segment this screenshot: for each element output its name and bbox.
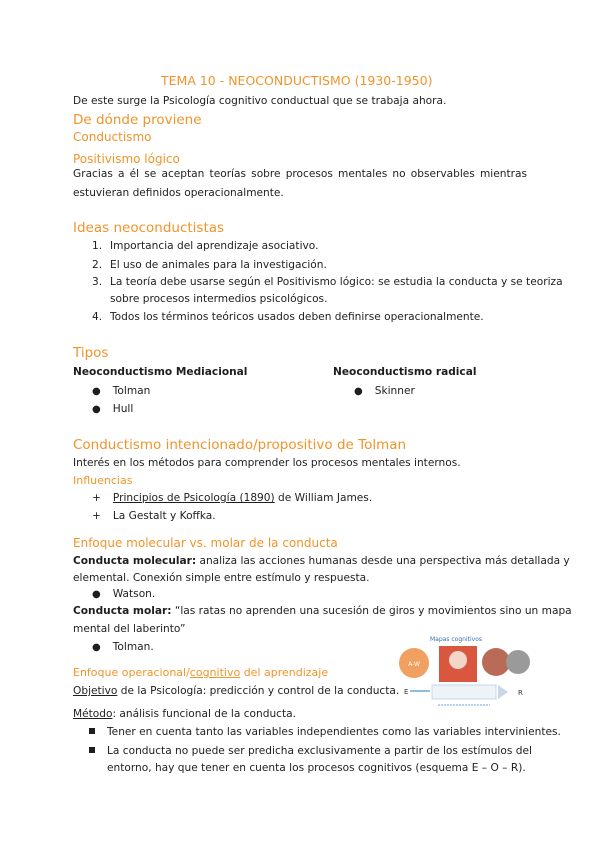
list-number: 2. [92,259,103,271]
book-title: Principios de Psicología (1890) [112,492,275,504]
page-title: TEMA 10 - NEOCONDUCTISMO (1930-1950) [161,73,433,88]
cognitive-maps-figure [390,633,530,713]
arrow-head-icon [498,685,508,699]
list-text: Importancia del aprendizaje asociativo. [110,240,319,252]
list-text: de William James. [274,492,373,504]
tolman-heading: Conductismo intencionado/propositivo de Tolman [73,437,407,453]
list-number: 4. [92,311,103,323]
list-item [89,745,532,757]
list-text: Skinner [374,385,415,397]
list-number: 3. [92,276,103,288]
list-item: ● Watson. [92,588,156,600]
list-text: Hull [112,403,134,415]
enfoque-heading: Enfoque molecular vs. molar de la conducta [73,536,338,550]
metodo-label: Método [73,708,113,720]
ideas-item [92,240,318,252]
molar-line2: mental del laberinto” [73,623,186,635]
operacional-heading [73,666,328,679]
list-text: Todos los términos teóricos usados deben definirse operacionalmente. [110,311,484,323]
mediacional-title: Neoconductismo Mediacional [73,366,248,378]
metodo-text: : análisis funcional de la conducta. [112,708,297,720]
list-text: La Gestalt y Koffka. [112,510,216,522]
list-item: ● Skinner [354,385,415,397]
list-item [89,726,561,738]
tipos-heading: Tipos [73,345,109,361]
influencias-heading: Influencias [73,474,133,487]
list-text: Tolman. [112,641,154,653]
list-item: ● Tolman. [92,641,154,653]
brain-icon [449,651,467,669]
molecular-line2: elemental. Conexión simple entre estímulo y respuesta. [73,572,370,584]
molecular-line [73,555,570,567]
ideas-item [92,276,563,288]
molecular-label: Conducta molecular: [73,555,197,567]
list-text: Tolman [112,385,151,397]
molar-line [73,605,572,617]
list-text: La conducta no puede ser predicha exclusivamente a partir de los estímulos del [107,745,532,757]
tolman-text: Interés en los métodos para comprender los procesos mentales internos. [73,457,461,469]
list-item: + La Gestalt y Koffka. [92,510,216,522]
list-item: ● Tolman [92,385,151,397]
figure-circle-3 [506,650,530,674]
list-text: Tener en cuenta tanto las variables independientes como las variables intervinientes. [107,726,561,738]
list-text-continued: entorno, hay que tener en cuenta los procesos cognitivos (esquema E – O – R). [107,762,526,774]
figure-circle-label: A-W [408,661,420,668]
list-number: 1. [92,240,103,252]
list-item: ● Hull [92,403,134,415]
figure-caption: Mapas cognitivos [430,636,482,643]
figure-box [432,685,496,699]
list-text-continued: sobre procesos intermedios psicológicos. [110,293,328,305]
molecular-text: analiza las acciones humanas desde una perspectiva más detallada y [196,555,570,567]
heading-part: Enfoque operacional/ [73,666,190,679]
metodo-line [73,708,296,720]
ideas-item [92,259,327,271]
list-text: Watson. [112,588,156,600]
figure-svg [390,633,530,713]
list-text: El uso de animales para la investigación. [110,259,327,271]
molar-label: Conducta molar: [73,605,172,617]
objetivo-line [73,685,399,697]
figure-right-label: R [518,689,523,697]
positivismo-paragraph: Gracias a él se aceptan teorías sobre procesos mentales no observables mientras estuvieran definidos operacionalmente. [73,168,527,199]
ideas-heading: Ideas neoconductistas [73,220,225,236]
list-text: La teoría debe usarse según el Positivismo lógico: se estudia la conducta y se teoriza [110,276,563,288]
figure-left-label: E [404,688,409,696]
list-item: + Principios de Psicología (1890) de William James. [92,492,373,504]
molar-text: “las ratas no aprenden una sucesión de giros y movimientos sino un mapa [171,605,572,617]
positivismo-heading: Positivismo lógico [73,152,180,166]
heading-part: del aprendizaje [240,666,329,679]
objetivo-label: Objetivo [73,685,118,697]
ideas-item [92,311,484,323]
conductismo-heading: Conductismo [73,130,152,144]
figure-circle-2 [482,648,510,676]
radical-title: Neoconductismo radical [333,366,477,378]
objetivo-text: de la Psicología: predicción y control de la conducta. [117,685,400,697]
heading-part-underlined: cognitivo [189,666,241,679]
intro-text: De este surge la Psicología cognitivo conductual que se trabaja ahora. [73,95,447,107]
origin-heading: De dónde proviene [73,112,202,128]
